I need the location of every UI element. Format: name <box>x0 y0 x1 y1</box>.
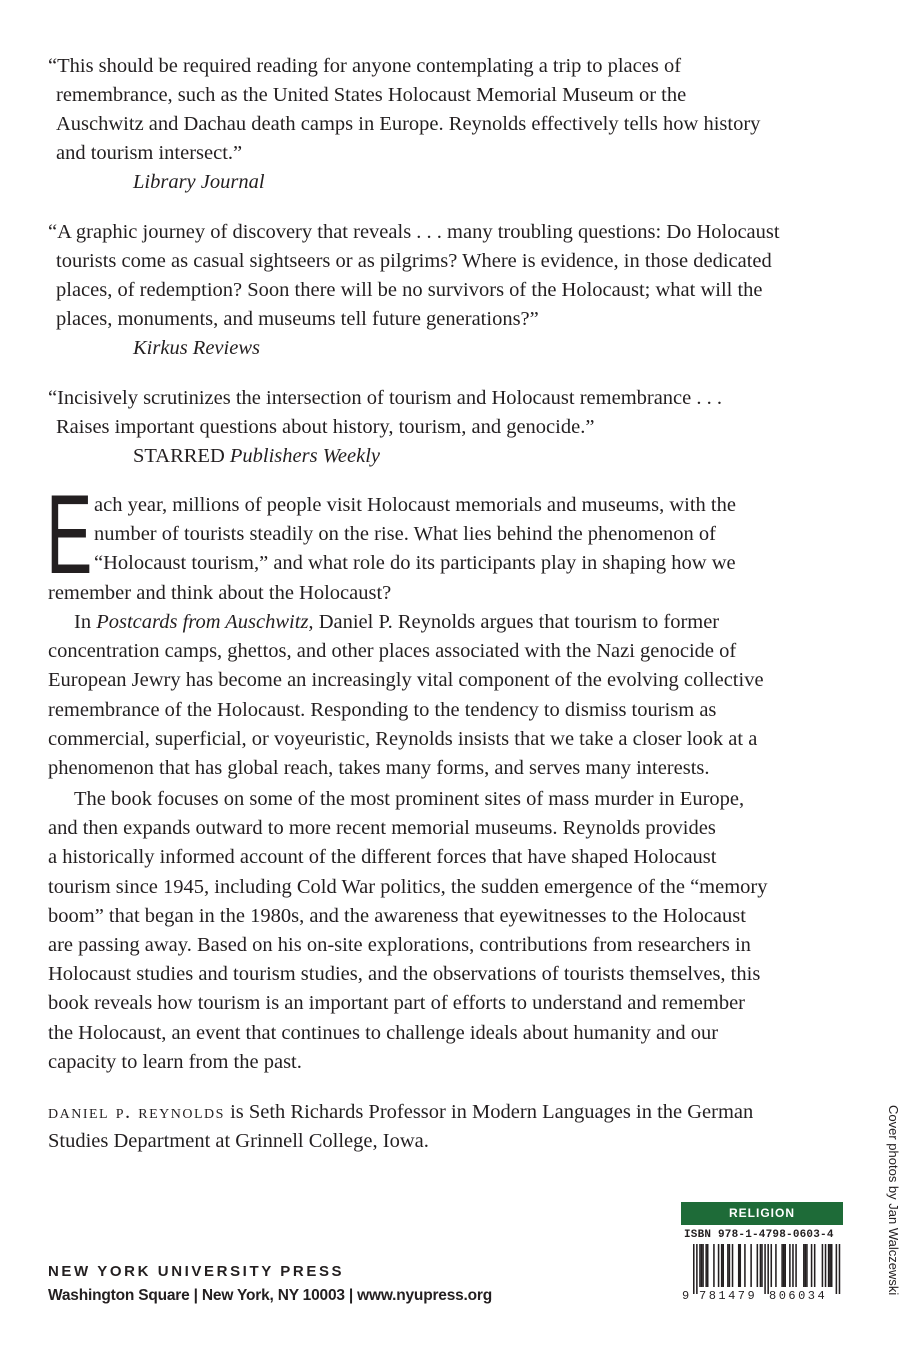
paragraph-line: the Holocaust, an event that continues to challenge ideals about humanity and our <box>48 1021 719 1044</box>
paragraph-line: a historically informed account of the different forces that have shaped Holocaust <box>48 846 717 869</box>
category-badge: RELIGION <box>681 1202 843 1225</box>
author-bio <box>48 1098 753 1156</box>
review-line: “Incisively scrutinizes the intersection of tourism and Holocaust remembrance . . . <box>48 387 723 409</box>
barcode-bar <box>738 1244 740 1287</box>
barcode-bar <box>705 1244 707 1287</box>
paragraph-line: capacity to learn from the past. <box>48 1050 302 1073</box>
paragraph-line: European Jewry has become an increasingly vital component of the evolving collective <box>48 669 764 692</box>
barcode-bar <box>829 1244 831 1287</box>
review-source: STARRED Publishers Weekly <box>133 445 380 467</box>
barcode-bar <box>750 1244 752 1287</box>
review-line: “This should be required reading for anyone contemplating a trip to places of <box>48 55 682 77</box>
review-line: “A graphic journey of discovery that reveals . . . many troubling questions: Do Holocaust <box>48 221 780 243</box>
review-line: and tourism intersect.” <box>56 142 243 164</box>
barcode-bar <box>701 1244 703 1287</box>
barcode-bar <box>822 1244 824 1287</box>
barcode-bar <box>757 1244 759 1287</box>
paragraph-line: In Postcards from Auschwitz, Daniel P. Reynolds argues that tourism to former <box>74 611 720 633</box>
barcode-bar <box>718 1244 720 1287</box>
barcode-bar <box>811 1244 813 1287</box>
description-paragraph-2 <box>48 608 848 783</box>
paragraph-line: phenomenon that has global reach, takes many forms, and serves many interests. <box>48 757 710 780</box>
barcode-bar <box>722 1244 724 1287</box>
barcode-bars <box>693 1244 840 1294</box>
paragraph-line: The book focuses on some of the most prominent sites of mass murder in Europe, <box>74 788 745 810</box>
review-line: Raises important questions about history, tourism, and genocide.” <box>56 416 595 438</box>
barcode-bar <box>806 1244 808 1287</box>
author-name: daniel p. reynolds <box>48 1101 225 1123</box>
barcode-bar <box>839 1244 841 1294</box>
paragraph-line: Holocaust studies and tourism studies, and the observations of tourists themselves, this <box>48 963 761 986</box>
bio-line: daniel p. reynolds is Seth Richards Professor in Modern Languages in the German <box>48 1101 754 1123</box>
barcode-bar <box>767 1244 769 1294</box>
book-title: Postcards from Auschwitz, <box>96 611 314 633</box>
barcode-bar <box>761 1244 763 1287</box>
barcode-bar <box>771 1244 773 1287</box>
barcode-left-digits: 781479 <box>699 1289 758 1302</box>
barcode-bar <box>732 1244 734 1287</box>
barcode-lead-digit: 9 <box>682 1289 690 1302</box>
description-paragraph-3 <box>48 785 848 1077</box>
barcode-bar <box>783 1244 785 1287</box>
barcode-bar <box>727 1244 729 1287</box>
barcode-bar <box>814 1244 816 1287</box>
review-kirkus <box>48 218 848 363</box>
barcode-bar <box>702 1244 704 1287</box>
paragraph-line: commercial, superficial, or voyeuristic, Reynolds insists that we take a closer look at a <box>48 727 758 750</box>
review-line: Auschwitz and Dachau death camps in Europe. Reynolds effectively tells how history <box>56 113 761 135</box>
barcode-bar <box>693 1244 695 1294</box>
barcode-bar <box>764 1244 766 1294</box>
barcode-bar <box>707 1244 709 1287</box>
review-line: places, of redemption? Soon there will be no survivors of the Holocaust; what will the <box>56 279 763 301</box>
paragraph-line: are passing away. Based on his on-site explorations, contributions from researchers in <box>48 934 751 957</box>
barcode-bar <box>803 1244 805 1287</box>
paragraph-line: remembrance of the Holocaust. Responding to the tendency to dismiss tourism as <box>48 698 717 721</box>
paragraph-line: “Holocaust tourism,” and what role do its participants play in shaping how we <box>94 552 736 575</box>
paragraph-line: boom” that began in the 1980s, and the awareness that eyewitnesses to the Holocaust <box>48 904 746 927</box>
isbn-label: ISBN 978-1-4798-0603-4 <box>684 1229 834 1241</box>
barcode-bar <box>713 1244 715 1287</box>
barcode-bar <box>760 1244 762 1287</box>
paragraph-line: and then expands outward to more recent memorial museums. Reynolds provides <box>48 817 716 840</box>
barcode-bar <box>744 1244 746 1287</box>
publisher-block <box>48 1262 492 1305</box>
barcode-bar <box>805 1244 807 1287</box>
review-publishers-weekly <box>48 384 848 471</box>
publisher-name: NEW YORK UNIVERSITY PRESS <box>48 1263 345 1280</box>
description-paragraph-1 <box>46 472 848 608</box>
barcode-bar <box>831 1244 833 1287</box>
barcode-bar <box>699 1244 701 1287</box>
isbn-barcode <box>681 1244 845 1302</box>
barcode-bar <box>781 1244 783 1287</box>
barcode-bar <box>795 1244 797 1287</box>
review-library-journal <box>48 52 848 197</box>
bio-line: Studies Department at Grinnell College, Iowa. <box>48 1130 429 1152</box>
paragraph-line: ach year, millions of people visit Holocaust memorials and museums, with the <box>94 494 736 516</box>
barcode-bar <box>789 1244 791 1287</box>
barcode-bar <box>836 1244 838 1294</box>
paragraph-line: tourism since 1945, including Cold War politics, the sudden emergence of the “memory <box>48 875 768 898</box>
paragraph-line: book reveals how tourism is an important part of efforts to understand and remember <box>48 992 746 1015</box>
publisher-address: Washington Square | New York, NY 10003 | www.nyupress.org <box>48 1287 493 1304</box>
review-source: Kirkus Reviews <box>133 337 260 359</box>
paragraph-line: remember and think about the Holocaust? <box>48 581 392 604</box>
review-line: places, monuments, and museums tell future generations?” <box>56 308 539 330</box>
paragraph-line: number of tourists steadily on the rise. What lies behind the phenomenon of <box>94 523 716 546</box>
barcode-bar <box>740 1244 742 1287</box>
barcode-bar <box>721 1244 723 1287</box>
review-line: remembrance, such as the United States Holocaust Memorial Museum or the <box>56 84 687 106</box>
barcode-bar <box>729 1244 731 1287</box>
barcode-bar <box>696 1244 698 1294</box>
review-line: tourists come as casual sightseers or as pilgrims? Where is evidence, in those dedicated <box>56 250 772 272</box>
barcode-right-digits: 806034 <box>769 1289 828 1302</box>
barcode-bar <box>784 1244 786 1287</box>
barcode-bar <box>828 1244 830 1287</box>
barcode-bar <box>825 1244 827 1287</box>
barcode-bar <box>792 1244 794 1287</box>
drop-cap: E <box>46 472 93 597</box>
paragraph-line: concentration camps, ghettos, and other places associated with the Nazi genocide of <box>48 640 737 663</box>
photo-credit: Cover photos by Jan Walczewski <box>886 1105 901 1296</box>
review-source: Library Journal <box>133 171 265 193</box>
barcode-bar <box>775 1244 777 1287</box>
